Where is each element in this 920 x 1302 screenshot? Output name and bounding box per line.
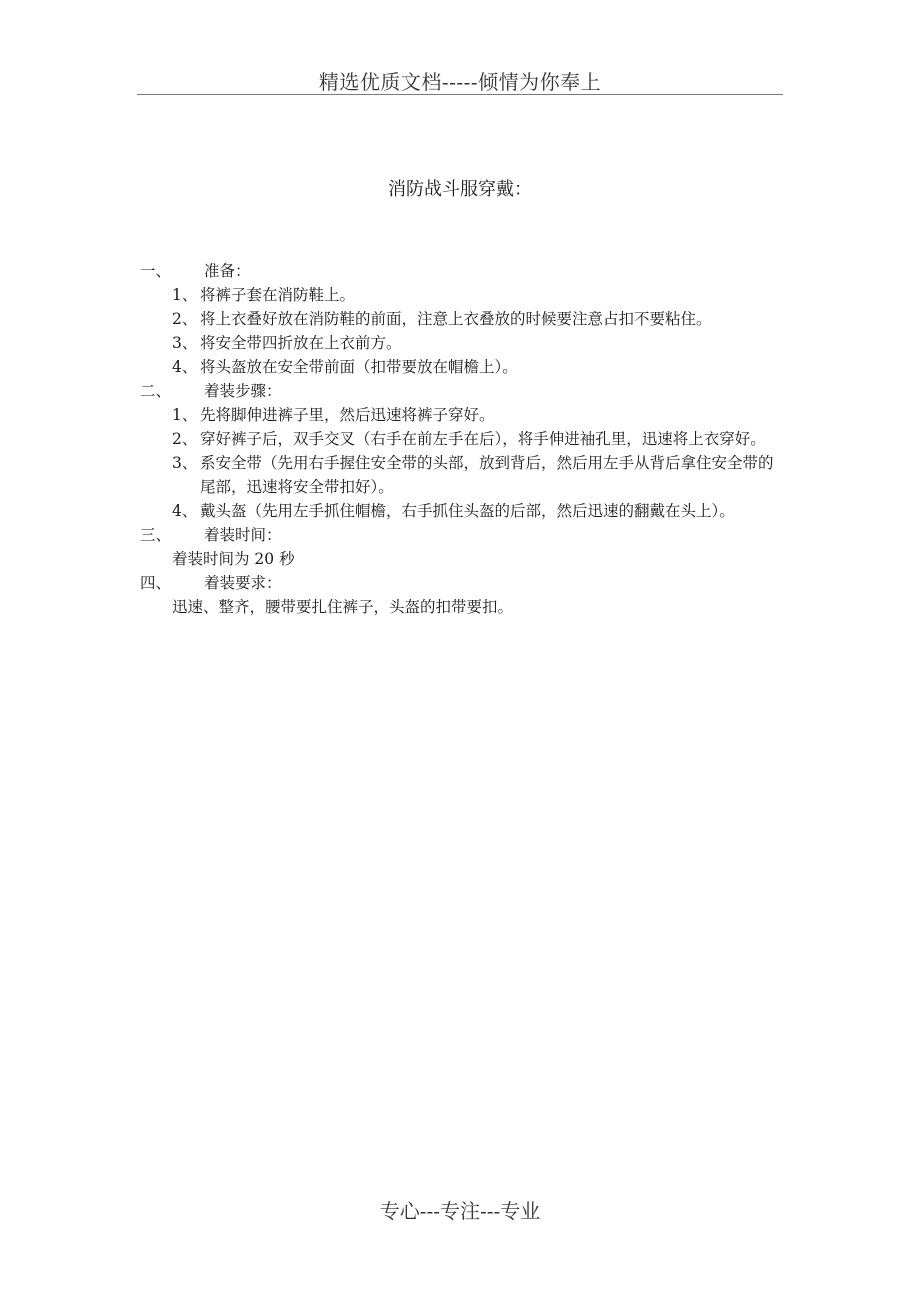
list-item-text: 将裤子套在消防鞋上。 [200, 286, 356, 304]
list-item-text: 戴头盔（先用左手抓住帽檐，右手抓住头盔的后部，然后迅速的翻戴在头上）。 [200, 502, 735, 520]
list-item-text: 系安全带（先用右手握住安全带的头部，放到背后，然后用左手从背后拿住安全带的尾部，迅速将安全带扣好）。 [200, 454, 774, 496]
list-item [140, 403, 780, 427]
list-item-number: 1、 [172, 286, 198, 304]
section-text: 着装时间为 20 秒 [172, 550, 295, 568]
section-number: 二、 [140, 382, 172, 400]
document-body [140, 259, 780, 619]
list-item-text: 将头盔放在安全带前面（扣带要放在帽檐上）。 [200, 358, 518, 376]
list-item [140, 355, 780, 379]
section-heading [140, 259, 780, 283]
list-item-number: 3、 [172, 334, 198, 352]
list-item-number: 3、 [172, 454, 198, 472]
list-item-text: 将上衣叠好放在消防鞋的前面，注意上衣叠放的时候要注意占扣不要粘住。 [200, 310, 712, 328]
list-item-number: 1、 [172, 406, 198, 424]
list-item-number: 4、 [172, 358, 198, 376]
section-title: 着装时间： [204, 526, 282, 544]
section-heading [140, 571, 780, 595]
section-text: 迅速、整齐，腰带要扎住裤子，头盔的扣带要扣。 [172, 598, 514, 616]
page-footer: 专心---专注---专业 [379, 1199, 541, 1223]
section-heading [140, 523, 780, 547]
page-header: 精选优质文档-----倾情为你奉上 [318, 70, 602, 94]
header-divider [137, 94, 783, 95]
section-number: 一、 [140, 262, 172, 280]
list-item [140, 331, 780, 355]
list-item-text: 穿好裤子后，双手交叉（右手在前左手在后），将手伸进袖孔里，迅速将上衣穿好。 [200, 430, 766, 448]
list-item [140, 427, 780, 451]
section-number: 四、 [140, 574, 172, 592]
list-item-number: 2、 [172, 310, 198, 328]
list-item-text: 将安全带四折放在上衣前方。 [200, 334, 402, 352]
list-item [140, 283, 780, 307]
list-item-text: 先将脚伸进裤子里，然后迅速将裤子穿好。 [200, 406, 495, 424]
list-item-number: 4、 [172, 502, 198, 520]
document-title: 消防战斗服穿戴： [388, 179, 532, 200]
section-heading [140, 379, 780, 403]
list-item [140, 307, 780, 331]
list-item-number: 2、 [172, 430, 198, 448]
section-number: 三、 [140, 526, 172, 544]
list-item [140, 451, 780, 499]
section-title: 着装步骤： [204, 382, 282, 400]
section-title: 着装要求： [204, 574, 282, 592]
section-title: 准备： [204, 262, 251, 280]
list-item [140, 499, 780, 523]
